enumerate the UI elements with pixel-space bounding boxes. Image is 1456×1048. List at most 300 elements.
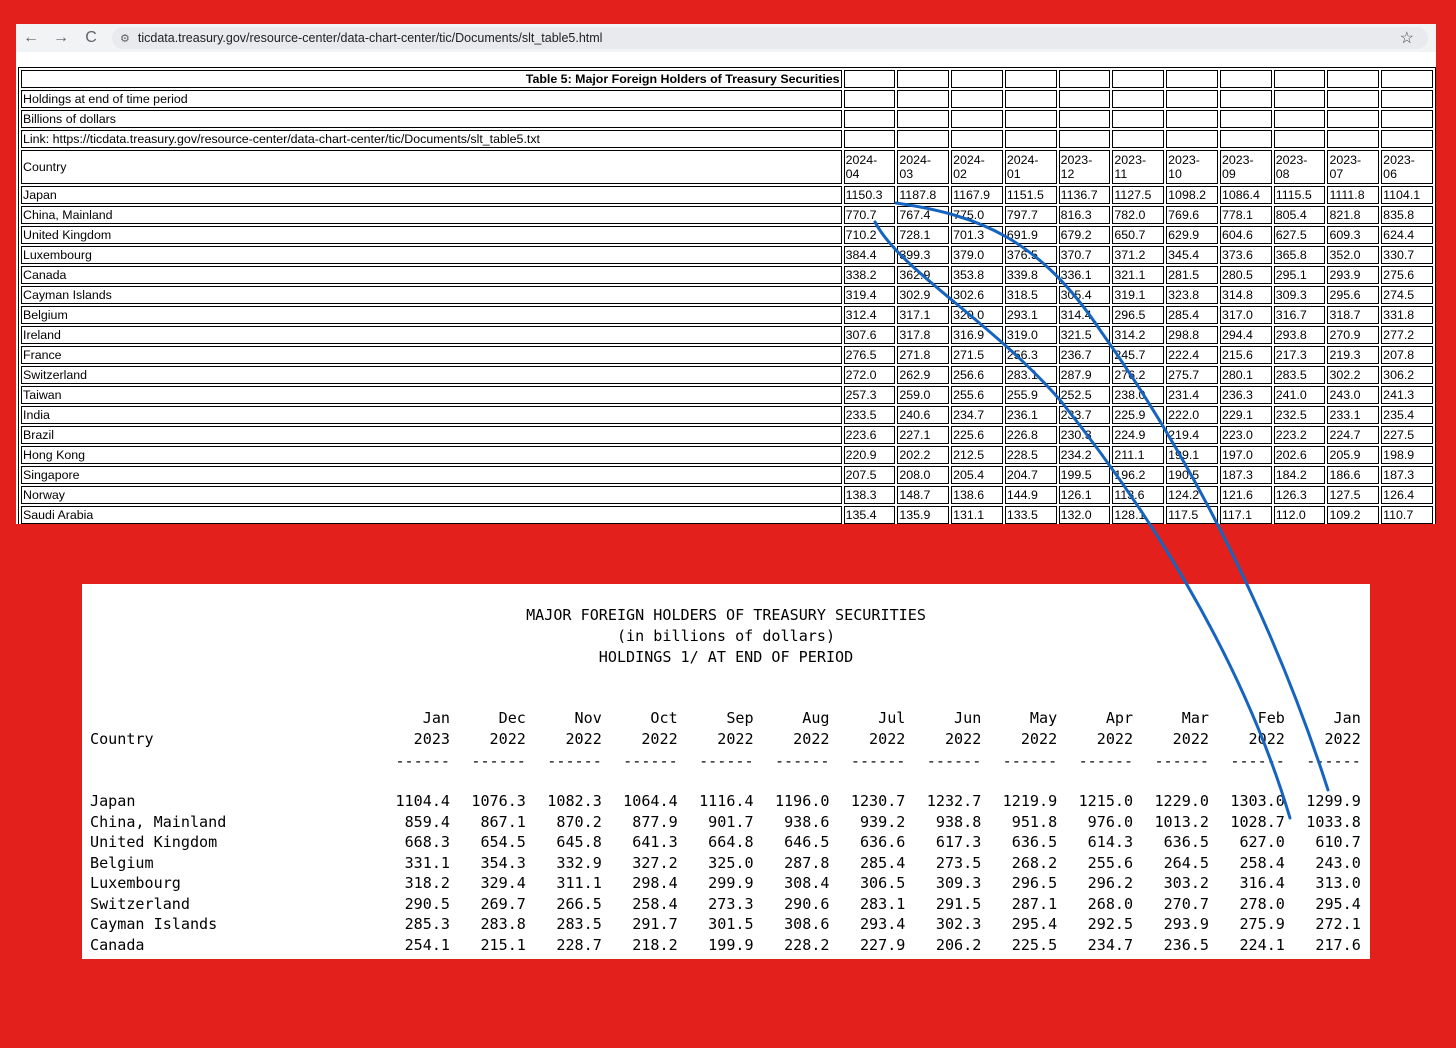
value-cell: 219.3 [1327,346,1379,364]
empty-cell [1166,130,1218,148]
meta-text: Link: https://ticdata.treasury.gov/resource-center/data-chart-center/tic/Documents/slt_table5.txt [21,130,842,148]
value-cell: 186.6 [1327,466,1379,484]
value-cell: 230.3 [1059,426,1111,444]
value-cell: 323.8 [1166,286,1218,304]
doc-value: 617.3 [935,833,982,851]
value-cell: 650.7 [1112,226,1164,244]
value-cell: 314.4 [1059,306,1111,324]
value-cell: 127.5 [1327,486,1379,504]
doc-separator: ------ [395,752,450,770]
table-row [21,426,1433,444]
period-year: 2024- [845,153,878,167]
value-cell: 144.9 [1005,486,1057,504]
doc-year-header: 2022 [869,730,906,748]
doc-value: 296.2 [1087,874,1134,892]
doc-value: 287.1 [1011,895,1058,913]
value-cell: 370.7 [1059,246,1111,264]
value-cell: 770.7 [844,206,896,224]
value-cell: 283.1 [1005,366,1057,384]
value-cell: 235.4 [1381,406,1433,424]
period-year: 2024- [1006,153,1039,167]
empty-cell [1220,70,1272,88]
doc-value: 939.2 [859,813,906,831]
doc-value: 636.5 [1163,833,1209,851]
period-month: 03 [899,167,914,181]
site-settings-icon[interactable]: ⚙ [120,32,130,45]
doc-year-header: 2022 [1096,730,1134,748]
value-cell: 339.8 [1005,266,1057,284]
value-cell: 604.6 [1220,226,1272,244]
country-cell: Cayman Islands [21,286,842,304]
value-cell: 240.6 [897,406,949,424]
value-cell: 293.8 [1274,326,1326,344]
value-cell: 275.7 [1166,366,1218,384]
doc-year-header: 2022 [489,730,526,748]
value-cell: 243.0 [1327,386,1379,404]
period-year: 2023- [1060,153,1093,167]
doc-value: 1303.0 [1230,792,1285,810]
url-text[interactable]: ticdata.treasury.gov/resource-center/data-chart-center/tic/Documents/slt_table5.html [137,31,603,45]
table-row [21,506,1433,524]
value-cell: 232.5 [1274,406,1326,424]
value-cell: 365.8 [1274,246,1326,264]
doc-value: 291.7 [632,915,678,933]
value-cell: 1136.7 [1059,186,1111,204]
value-cell: 353.8 [951,266,1003,284]
value-cell: 262.9 [897,366,949,384]
table-meta-row [21,130,1433,148]
empty-cell [1220,90,1272,108]
address-bar[interactable] [112,27,1428,49]
country-cell: Norway [21,486,842,504]
doc-separator: ------ [850,752,906,770]
doc-value: 645.8 [556,833,602,851]
doc-separator: ------ [699,752,754,770]
doc-value: 243.0 [1315,854,1361,872]
doc-year-header: 2022 [944,730,982,748]
value-cell: 816.3 [1059,206,1111,224]
doc-value: 293.4 [859,915,906,933]
value-cell: 274.5 [1381,286,1433,304]
doc-value: 217.6 [1315,936,1361,954]
period-header [1327,150,1379,184]
empty-cell [1220,110,1272,128]
value-cell: 306.2 [1381,366,1433,384]
doc-value: 296.5 [1011,874,1058,892]
value-cell: 208.0 [897,466,949,484]
empty-cell [1059,110,1111,128]
doc-value: 309.3 [935,874,982,892]
value-cell: 331.8 [1381,306,1433,324]
reload-icon[interactable]: C [85,29,97,46]
doc-year-header: 2022 [717,730,754,748]
back-arrow-icon[interactable]: ← [23,29,39,46]
doc-month-header: Jun [954,709,982,727]
period-year: 2023- [1114,153,1147,167]
period-month: 04 [845,167,860,181]
value-cell: 1187.8 [897,186,949,204]
value-cell: 225.6 [951,426,1003,444]
doc-separator: ------ [1002,752,1058,770]
doc-value: 228.7 [556,936,602,954]
value-cell: 236.3 [1220,386,1272,404]
value-cell: 199.5 [1059,466,1111,484]
value-cell: 281.5 [1166,266,1218,284]
empty-cell [1166,110,1218,128]
value-cell: 679.2 [1059,226,1111,244]
doc-value: 951.8 [1011,813,1058,831]
doc-separator: ------ [774,752,830,770]
empty-cell [1274,70,1326,88]
doc-value: 303.2 [1163,874,1209,892]
country-cell: Taiwan [21,386,842,404]
doc-value: 329.4 [480,874,526,892]
value-cell: 231.4 [1166,386,1218,404]
doc-value: 308.4 [784,874,830,892]
country-cell: Saudi Arabia [21,506,842,524]
empty-cell [951,70,1003,88]
doc-year-header: 2022 [1248,730,1285,748]
value-cell: 1127.5 [1112,186,1164,204]
value-cell: 821.8 [1327,206,1379,224]
doc-value: 877.9 [632,813,678,831]
table-row [21,246,1433,264]
table-row [21,346,1433,364]
value-cell: 627.5 [1274,226,1326,244]
value-cell: 691.9 [1005,226,1057,244]
period-header [897,150,949,184]
period-year: 2023- [1329,153,1362,167]
value-cell: 318.5 [1005,286,1057,304]
value-cell: 319.4 [844,286,896,304]
value-cell: 314.2 [1112,326,1164,344]
period-month: 12 [1060,167,1075,181]
doc-value: 331.1 [404,854,450,872]
empty-cell [1005,70,1057,88]
value-cell: 371.2 [1112,246,1164,264]
country-cell: India [21,406,842,424]
doc-separator: ------ [1078,752,1134,770]
doc-value: 283.5 [556,915,602,933]
doc-country-header: Country [90,730,154,748]
doc-month-header: Jan [1333,709,1361,727]
empty-cell [1059,130,1111,148]
value-cell: 233.5 [844,406,896,424]
value-cell: 233.1 [1327,406,1379,424]
value-cell: 259.0 [897,386,949,404]
value-cell: 314.8 [1220,286,1272,304]
empty-cell [1274,90,1326,108]
doc-value: 292.5 [1087,915,1134,933]
doc-value: 302.3 [935,915,982,933]
doc-value: 273.5 [935,854,982,872]
doc-value: 1013.2 [1154,813,1209,831]
doc-value: 870.2 [556,813,602,831]
value-cell: 296.5 [1112,306,1164,324]
empty-cell [1274,130,1326,148]
doc-value: 1196.0 [774,792,830,810]
value-cell: 345.4 [1166,246,1218,264]
doc-separator: ------ [1306,752,1361,770]
value-cell: 319.1 [1112,286,1164,304]
country-cell: France [21,346,842,364]
bookmark-star-icon[interactable]: ☆ [1399,30,1414,47]
doc-value: 283.8 [480,915,526,933]
value-cell: 121.6 [1220,486,1272,504]
doc-value: 1082.3 [547,792,602,810]
value-cell: 272.0 [844,366,896,384]
value-cell: 399.3 [897,246,949,264]
table-row [21,406,1433,424]
doc-title-line-2: (in billions of dollars) [616,627,836,645]
table-row [21,266,1433,284]
doc-value: 1028.7 [1230,813,1285,831]
doc-country-name: Japan [90,792,136,810]
value-cell: 225.9 [1112,406,1164,424]
doc-country-name: Luxembourg [90,874,181,892]
empty-cell [951,110,1003,128]
value-cell: 1167.9 [951,186,1003,204]
doc-value: 199.9 [708,936,754,954]
doc-value: 206.2 [935,936,982,954]
doc-value: 859.4 [404,813,450,831]
value-cell: 321.5 [1059,326,1111,344]
empty-cell [1327,110,1379,128]
value-cell: 198.9 [1381,446,1433,464]
value-cell: 710.2 [844,226,896,244]
meta-text: Holdings at end of time period [21,90,842,108]
value-cell: 312.4 [844,306,896,324]
doc-title-line-1: MAJOR FOREIGN HOLDERS OF TREASURY SECURITIES [526,606,926,624]
value-cell: 280.5 [1220,266,1272,284]
value-cell: 205.9 [1327,446,1379,464]
empty-cell [1059,70,1111,88]
value-cell: 295.1 [1274,266,1326,284]
value-cell: 187.3 [1381,466,1433,484]
table-5-container [18,67,1436,524]
value-cell: 835.8 [1381,206,1433,224]
value-cell: 229.1 [1220,406,1272,424]
doc-value: 646.5 [784,833,830,851]
value-cell: 204.7 [1005,466,1057,484]
value-cell: 317.8 [897,326,949,344]
doc-value: 636.5 [1011,833,1058,851]
value-cell: 624.4 [1381,226,1433,244]
value-cell: 376.5 [1005,246,1057,264]
doc-separator: ------ [547,752,602,770]
value-cell: 138.3 [844,486,896,504]
period-year: 2024- [953,153,985,167]
value-cell: 257.3 [844,386,896,404]
doc-month-header: May [1029,709,1058,727]
value-cell: 609.3 [1327,226,1379,244]
empty-cell [1381,130,1433,148]
empty-cell [1381,110,1433,128]
value-cell: 255.6 [951,386,1003,404]
doc-value: 228.2 [784,936,830,954]
doc-separator: ------ [1230,752,1285,770]
value-cell: 236.7 [1059,346,1111,364]
empty-cell [1112,90,1164,108]
empty-cell [1327,90,1379,108]
doc-title-line-3: HOLDINGS 1/ AT END OF PERIOD [598,648,854,666]
value-cell: 271.5 [951,346,1003,364]
value-cell: 212.5 [951,446,1003,464]
period-month: 10 [1168,167,1182,181]
value-cell: 133.5 [1005,506,1057,524]
table-title-row [21,70,1433,88]
value-cell: 1104.1 [1381,186,1433,204]
doc-value: 306.5 [859,874,906,892]
value-cell: 298.8 [1166,326,1218,344]
doc-value: 938.8 [935,813,982,831]
empty-cell [844,130,896,148]
value-cell: 1115.5 [1274,186,1326,204]
value-cell: 252.5 [1059,386,1111,404]
empty-cell [951,90,1003,108]
table-header-row [21,150,1433,184]
period-month: 11 [1114,167,1128,181]
value-cell: 207.5 [844,466,896,484]
country-cell: Ireland [21,326,842,344]
doc-value: 1033.8 [1306,813,1361,831]
empty-cell [1220,130,1272,148]
value-cell: 775.0 [951,206,1003,224]
value-cell: 196.2 [1112,466,1164,484]
doc-separator: ------ [926,752,982,770]
doc-value: 301.5 [708,915,754,933]
period-month: 08 [1275,167,1290,181]
doc-month-header: Oct [650,709,678,727]
doc-value: 224.1 [1239,936,1285,954]
doc-value: 318.2 [404,874,450,892]
country-cell: Canada [21,266,842,284]
doc-value: 332.9 [556,854,602,872]
country-cell: Brazil [21,426,842,444]
period-month: 01 [1006,167,1021,181]
empty-cell [897,90,949,108]
doc-value: 293.9 [1163,915,1209,933]
value-cell: 317.1 [897,306,949,324]
doc-value: 234.7 [1087,936,1134,954]
value-cell: 316.7 [1274,306,1326,324]
value-cell: 319.0 [1005,326,1057,344]
doc-year-header: 2022 [1020,730,1058,748]
value-cell: 184.2 [1274,466,1326,484]
empty-cell [1005,110,1057,128]
doc-value: 316.4 [1239,874,1285,892]
period-header [1112,150,1164,184]
empty-cell [1112,110,1164,128]
value-cell: 205.4 [951,466,1003,484]
value-cell: 629.9 [1166,226,1218,244]
value-cell: 220.9 [844,446,896,464]
value-cell: 222.0 [1166,406,1218,424]
doc-value: 269.7 [480,895,526,913]
value-cell: 285.4 [1166,306,1218,324]
value-cell: 211.1 [1112,446,1164,464]
doc-value: 268.2 [1011,854,1058,872]
empty-cell [1327,70,1379,88]
value-cell: 769.6 [1166,206,1218,224]
doc-value: 1299.9 [1306,792,1361,810]
value-cell: 187.3 [1220,466,1272,484]
value-cell: 336.1 [1059,266,1111,284]
doc-value: 287.8 [784,854,830,872]
period-year: 2023- [1383,153,1415,167]
doc-value: 1232.7 [926,792,982,810]
doc-country-name: Switzerland [90,895,190,913]
value-cell: 256.6 [951,366,1003,384]
doc-month-header: Jul [878,709,906,727]
doc-value: 254.1 [404,936,450,954]
doc-value: 1076.3 [471,792,526,810]
table-row [21,206,1433,224]
value-cell: 782.0 [1112,206,1164,224]
value-cell: 1150.3 [844,186,896,204]
value-cell: 126.3 [1274,486,1326,504]
doc-value: 273.3 [708,895,754,913]
doc-value: 1116.4 [699,792,754,810]
doc-value: 325.0 [708,854,754,872]
table-row [21,326,1433,344]
doc-year-header: 2022 [565,730,602,748]
value-cell: 110.7 [1381,506,1433,524]
value-cell: 131.1 [951,506,1003,524]
doc-value: 278.0 [1239,895,1285,913]
value-cell: 233.7 [1059,406,1111,424]
doc-month-header: Dec [498,709,526,727]
doc-value: 867.1 [480,813,526,831]
value-cell: 318.7 [1327,306,1379,324]
doc-value: 354.3 [480,854,526,872]
forward-arrow-icon[interactable]: → [53,29,69,46]
value-cell: 197.0 [1220,446,1272,464]
doc-value: 1230.7 [850,792,906,810]
doc-country-name: Belgium [90,854,154,872]
period-year: 2023- [1168,153,1200,167]
value-cell: 728.1 [897,226,949,244]
doc-value: 298.4 [632,874,678,892]
period-month: 07 [1329,167,1344,181]
value-cell: 701.3 [951,226,1003,244]
value-cell: 330.7 [1381,246,1433,264]
table-row [21,386,1433,404]
empty-cell [1059,90,1111,108]
value-cell: 302.2 [1327,366,1379,384]
value-cell: 317.0 [1220,306,1272,324]
value-cell: 1086.4 [1220,186,1272,204]
empty-cell [1274,110,1326,128]
major-foreign-holders-table [18,67,1436,524]
doc-month-header: Jan [422,709,450,727]
value-cell: 117.1 [1220,506,1272,524]
value-cell: 283.5 [1274,366,1326,384]
value-cell: 1151.5 [1005,186,1057,204]
empty-cell [1112,130,1164,148]
period-header [1381,150,1433,184]
value-cell: 228.5 [1005,446,1057,464]
doc-month-header: Aug [802,709,830,727]
doc-value: 225.5 [1011,936,1058,954]
value-cell: 227.1 [897,426,949,444]
doc-value: 641.3 [632,833,678,851]
doc-month-header: Apr [1105,709,1134,727]
doc-year-header: 2022 [1324,730,1361,748]
doc-value: 295.4 [1315,895,1361,913]
value-cell: 113.6 [1112,486,1164,504]
value-cell: 316.9 [951,326,1003,344]
